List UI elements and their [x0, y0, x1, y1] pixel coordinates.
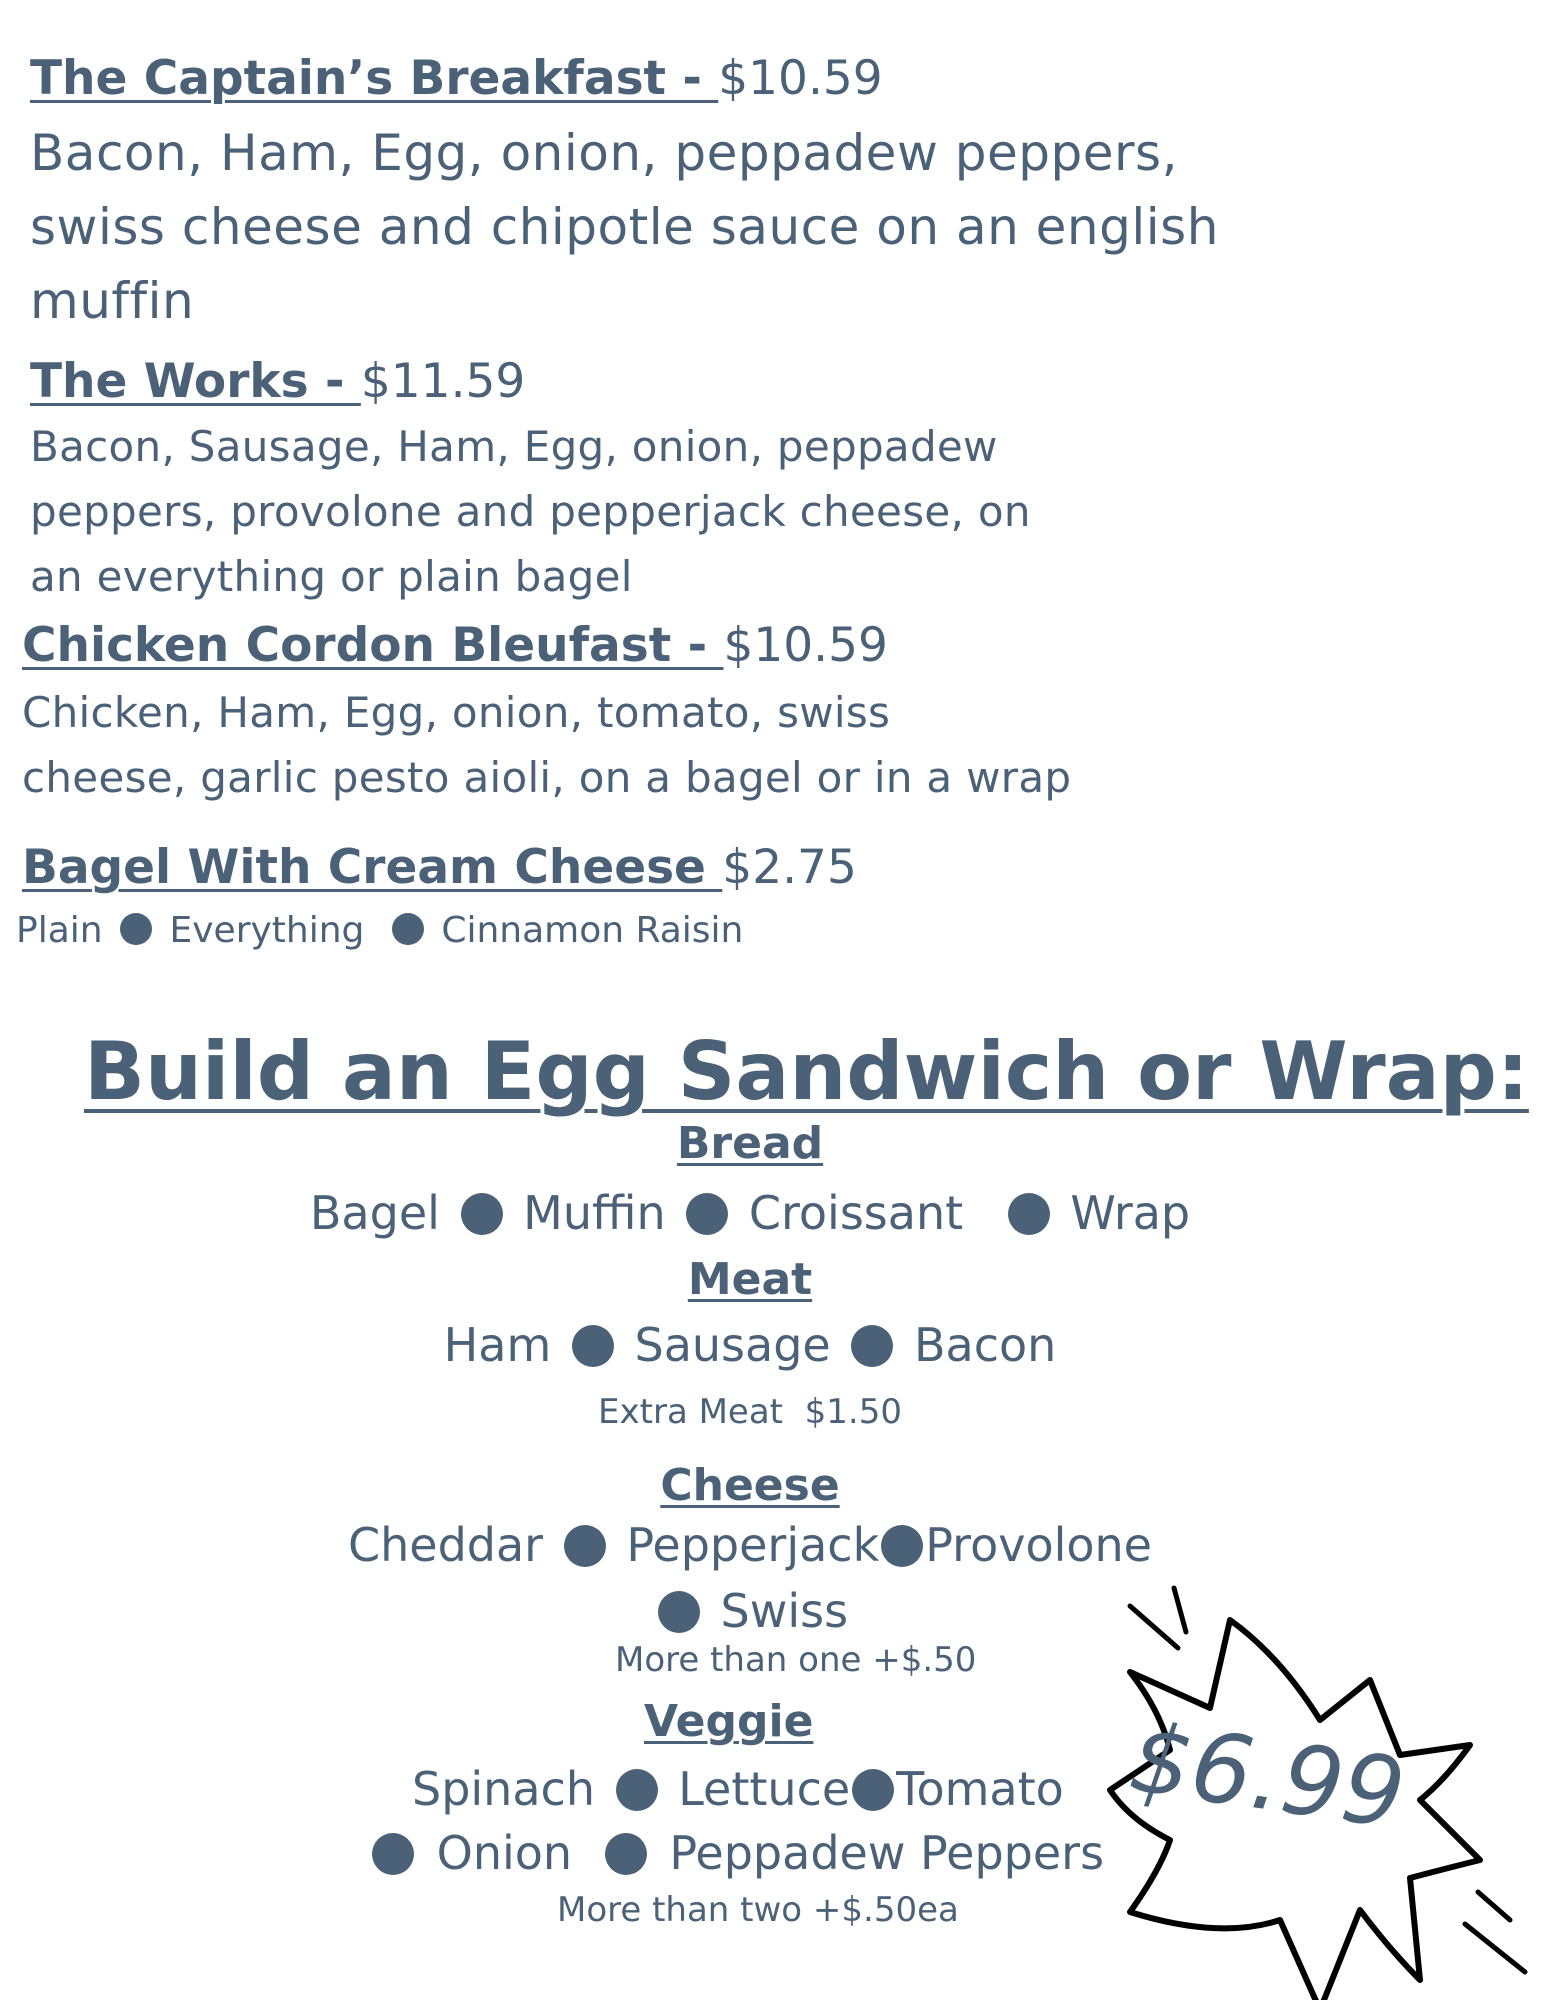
option: Peppadew Peppers: [669, 1826, 1105, 1880]
item-name: The Works -: [30, 354, 361, 409]
option: Wrap: [1070, 1186, 1191, 1240]
bullet-dot: [120, 913, 152, 945]
item-name: The Captain’s Breakfast -: [30, 51, 719, 106]
description-line: swiss cheese and chipotle sauce on an english: [30, 198, 1219, 256]
bullet-dot: [851, 1325, 893, 1367]
item-description: [30, 116, 1219, 338]
option: Pepperjack: [626, 1518, 880, 1572]
cheese-note: More than one +$.50: [615, 1640, 977, 1680]
bullet-dot: [372, 1833, 414, 1875]
item-name: Chicken Cordon Bleufast -: [22, 618, 724, 673]
bullet-dot: [686, 1193, 728, 1235]
option: Onion: [436, 1826, 573, 1880]
option: Tomato: [896, 1762, 1064, 1816]
option: Spinach: [412, 1762, 595, 1816]
item-the-works-heading: [30, 354, 526, 409]
item-name: Bagel With Cream Cheese: [22, 840, 723, 895]
bullet-dot: [605, 1833, 647, 1875]
item-description: [30, 414, 1031, 609]
description-line: Bacon, Ham, Egg, onion, peppadew peppers,: [30, 124, 1178, 182]
bullet-dot: [461, 1193, 503, 1235]
option: Sausage: [634, 1318, 831, 1372]
veggie-options-row2: [372, 1826, 1104, 1880]
meat-options: [0, 1318, 1500, 1372]
veggie-heading: Veggie: [644, 1696, 814, 1747]
description-line: peppers, provolone and pepperjack cheese, on: [30, 487, 1031, 536]
bullet-dot: [616, 1769, 658, 1811]
bullet-dot: [658, 1591, 700, 1633]
bullet-dot: [852, 1769, 894, 1811]
description-line: Chicken, Ham, Egg, onion, tomato, swiss: [22, 688, 891, 737]
option: Croissant: [748, 1186, 964, 1240]
option: Plain: [16, 910, 103, 951]
item-chicken-cordon-bleufast-heading: [22, 618, 888, 673]
item-bagel-cream-cheese-heading: [22, 840, 857, 895]
option: Cheddar: [348, 1518, 544, 1572]
option: Muffin: [523, 1186, 666, 1240]
bullet-dot: [392, 913, 424, 945]
description-line: Bacon, Sausage, Ham, Egg, onion, peppadew: [30, 422, 998, 471]
bullet-dot: [572, 1325, 614, 1367]
option: Lettuce: [678, 1762, 851, 1816]
build-section-title: Build an Egg Sandwich or Wrap:: [84, 1025, 1529, 1118]
bullet-dot: [564, 1525, 606, 1567]
item-captains-breakfast-heading: [30, 51, 883, 106]
item-description: [22, 680, 1071, 810]
description-line: cheese, garlic pesto aioli, on a bagel or in a wrap: [22, 753, 1072, 802]
bread-options: [0, 1186, 1500, 1240]
veggie-note: More than two +$.50ea: [557, 1890, 959, 1930]
bullet-dot: [1008, 1193, 1050, 1235]
bread-heading: Bread: [676, 1118, 824, 1169]
option: Cinnamon Raisin: [441, 910, 744, 951]
bullet-dot: [881, 1525, 923, 1567]
option: Bacon: [913, 1318, 1057, 1372]
meat-note: Extra Meat $1.50: [598, 1392, 902, 1432]
item-price: $10.59: [723, 618, 888, 673]
cheese-heading: Cheese: [660, 1460, 840, 1511]
meat-heading: Meat: [687, 1254, 813, 1305]
option: Ham: [443, 1318, 552, 1372]
option: Provolone: [925, 1518, 1152, 1572]
cheese-options-row1: [0, 1518, 1500, 1572]
description-line: an everything or plain bagel: [30, 552, 633, 601]
item-price: $2.75: [722, 840, 857, 895]
veggie-options-row1: [412, 1762, 1064, 1816]
sandwich-price: $6.99: [1123, 1701, 1412, 1851]
option: Swiss: [720, 1584, 849, 1638]
option: Everything: [169, 910, 365, 951]
bagel-options: [16, 910, 743, 951]
item-price: $11.59: [360, 354, 526, 409]
option: Bagel: [309, 1186, 440, 1240]
description-line: muffin: [30, 272, 195, 330]
item-price: $10.59: [718, 51, 883, 106]
